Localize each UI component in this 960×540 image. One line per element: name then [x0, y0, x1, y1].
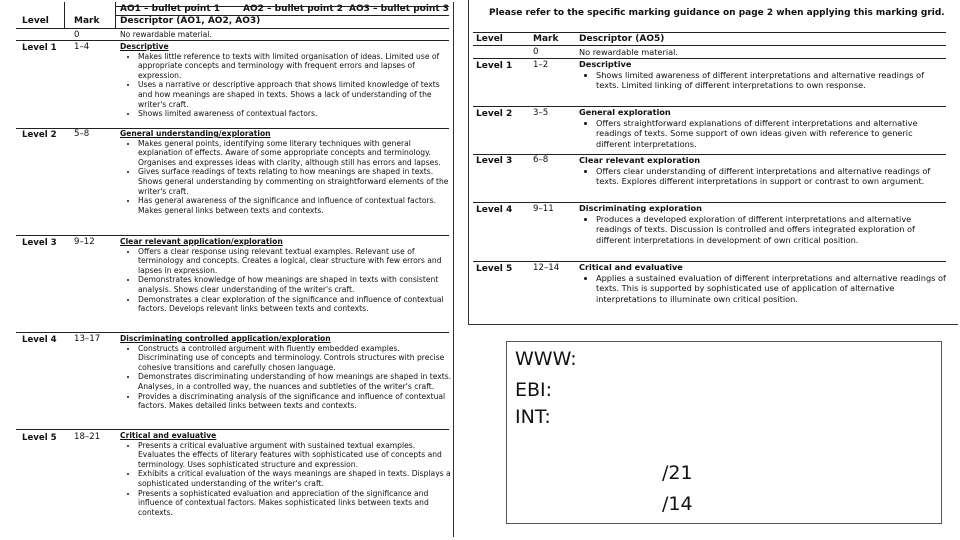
divider: [16, 332, 449, 333]
score-out-of-21: /21: [662, 462, 693, 484]
descriptor-title: Discriminating controlled application/exploration: [120, 334, 331, 343]
descriptor-title: Discriminating exploration: [579, 203, 702, 213]
list-item: • Presents a critical evaluative argument with sustained textual examples. Evaluates the effects of literary features with sophisticated use of concepts and terminology. Uses sophisticated structure and expression.: [138, 441, 452, 470]
descriptor-title: Descriptive: [120, 42, 169, 51]
descriptor: [120, 334, 452, 411]
descriptor-title: Descriptive: [579, 59, 632, 69]
mark-range: 1–2: [533, 60, 549, 70]
mark-range: 3–5: [533, 108, 549, 118]
descriptor-title: Clear relevant exploration: [579, 155, 701, 165]
level-column-header: Level: [22, 16, 49, 26]
descriptor: [120, 237, 452, 314]
list-item: • Demonstrates a clear exploration of the significance and influence of contextual factors. Develops relevant links between texts and contexts.: [138, 295, 452, 314]
list-item: • Presents a sophisticated evaluation and appreciation of the significance and influence of contextual factors. Makes sophisticated links between texts and contexts.: [138, 489, 452, 518]
level-label: Level 2: [476, 109, 513, 119]
level-label: Level 3: [22, 238, 57, 248]
ao2-bullet-header: AO2 – bullet point 2: [243, 4, 344, 14]
mark-range: 9–12: [74, 237, 95, 247]
list-item: • Produces a developed exploration of different interpretations and alternative readings of texts. Discussion is controlled and offers integrated exploration of different interpretations in development of own critical position.: [596, 214, 949, 246]
descriptor: [120, 431, 452, 517]
list-item: • Exhibits a critical evaluation of the ways meanings are shaped in texts. Displays a sophisticated understanding of the writer's craft.: [138, 469, 452, 488]
list-item: • Has general awareness of the significance and influence of contextual factors. Makes general links between texts and contexts.: [138, 196, 452, 215]
descriptor: [579, 262, 949, 304]
descriptor-text: No rewardable material.: [120, 30, 212, 39]
descriptor: [120, 129, 452, 215]
list-item: • Demonstrates discriminating understanding of how meanings are shaped in texts. Analyses, in a controlled way, the nuances and subtleties of the writer's craft.: [138, 372, 452, 391]
divider: [16, 40, 449, 41]
descriptor: [579, 203, 949, 245]
list-item: • Makes little reference to texts with limited organisation of ideas. Limited use of appropriate concepts and terminology with frequent errors and lapses of expression.: [138, 52, 452, 81]
divider: [16, 28, 449, 29]
descriptor-column-header: Descriptor (AO1, AO2, AO3): [120, 16, 261, 26]
int-label: INT:: [515, 406, 551, 428]
list-item: • Gives surface readings of texts relating to how meanings are shaped in texts. Shows general understanding by commenting on straightforward elements of the writer's craft.: [138, 167, 452, 196]
list-item: • Constructs a controlled argument with fluently embedded examples. Discriminating use of concepts and terminology. Controls structures with precise cohesive transitions and carefully chosen language.: [138, 344, 452, 373]
divider: [473, 45, 946, 46]
divider: [473, 32, 946, 33]
www-label: WWW:: [515, 348, 577, 370]
descriptor-title: Clear relevant application/exploration: [120, 237, 283, 246]
level-label: Level 2: [22, 130, 57, 140]
header-divider: [64, 2, 66, 28]
divider: [16, 429, 449, 430]
descriptor: [579, 155, 949, 187]
level-label: Level 4: [22, 335, 57, 345]
divider: [116, 6, 449, 7]
list-item: • Shows limited awareness of different interpretations and alternative readings of texts. Limited linking of different interpretations to own response.: [596, 70, 949, 91]
list-item: • Offers a clear response using relevant textual examples. Relevant use of terminology and concepts. Creates a logical, clear structure with few errors and lapses in expression.: [138, 247, 452, 276]
ao3-bullet-header: AO3 – bullet point 3: [349, 4, 450, 14]
list-item: • Shows limited awareness of contextual factors.: [138, 109, 452, 119]
level-column-header: Level: [476, 34, 503, 44]
mark-column-header: Mark: [533, 34, 559, 44]
mark-range: 9–11: [533, 204, 554, 214]
descriptor-title: General exploration: [579, 107, 671, 117]
score-out-of-14: /14: [662, 493, 693, 515]
list-item: • Offers clear understanding of different interpretations and alternative readings of texts. Explores different interpretations in support or contrast to own argument.: [596, 166, 949, 187]
mark-column-header: Mark: [74, 16, 100, 26]
mark-range: 12–14: [533, 263, 560, 273]
descriptor-text: No rewardable material.: [579, 47, 678, 57]
level-label: Level 1: [22, 43, 57, 53]
descriptor-title: Critical and evaluative: [579, 262, 683, 272]
list-item: • Offers straightforward explanations of different interpretations and alternative readings of texts. Some support of own ideas given with reference to generic different interpretations.: [596, 118, 949, 150]
level-label: Level 4: [476, 205, 513, 215]
ao1-ao3-marking-grid: [2, 2, 454, 537]
mark-range: 6–8: [533, 155, 549, 165]
mark-range: 18–21: [74, 432, 101, 442]
ebi-label: EBI:: [515, 379, 553, 401]
level-label: Level 1: [476, 61, 513, 71]
descriptor: [579, 59, 949, 91]
list-item: • Makes general points, identifying some literary techniques with general explanation of effects. Aware of some appropriate concepts and terminology. Organises and expresses ideas with clarity, although still has errors and lapses.: [138, 139, 452, 168]
mark-range: 13–17: [74, 334, 101, 344]
mark-range: 1–4: [74, 42, 90, 52]
level-label: Level 5: [476, 264, 513, 274]
feedback-box: [506, 341, 942, 524]
descriptor-column-header: Descriptor (AO5): [579, 34, 665, 44]
divider: [16, 235, 449, 236]
marking-guidance-note: Please refer to the specific marking guidance on page 2 when applying this marking grid.: [489, 8, 945, 18]
ao5-marking-grid: [468, 0, 958, 325]
descriptor: [579, 47, 949, 58]
list-item: • Provides a discriminating analysis of the significance and influence of contextual factors. Makes detailed links between texts and contexts.: [138, 392, 452, 411]
list-item: • Applies a sustained evaluation of different interpretations and alternative readings of texts. This is supported by sophisticated use of application of alternative interpretations to illuminate own critical position.: [596, 273, 949, 305]
ao1-bullet-header: AO1 – bullet point 1: [120, 4, 221, 14]
mark-range: 5–8: [74, 129, 90, 139]
divider: [116, 15, 449, 16]
descriptor: [579, 107, 949, 149]
descriptor: [120, 42, 452, 119]
descriptor: [120, 30, 452, 40]
mark-range: 0: [74, 30, 80, 40]
descriptor-title: Critical and evaluative: [120, 431, 217, 440]
level-label: Level 5: [22, 433, 57, 443]
descriptor-title: General understanding/exploration: [120, 129, 271, 138]
level-label: Level 3: [476, 156, 513, 166]
list-item: • Demonstrates knowledge of how meanings are shaped in texts with consistent analysis. Shows clear understanding of the writer's craft.: [138, 275, 452, 294]
list-item: • Uses a narrative or descriptive approach that shows limited knowledge of texts and how meanings are shaped in texts. Shows a lack of understanding of the writer's craft.: [138, 80, 452, 109]
mark-range: 0: [533, 47, 539, 57]
